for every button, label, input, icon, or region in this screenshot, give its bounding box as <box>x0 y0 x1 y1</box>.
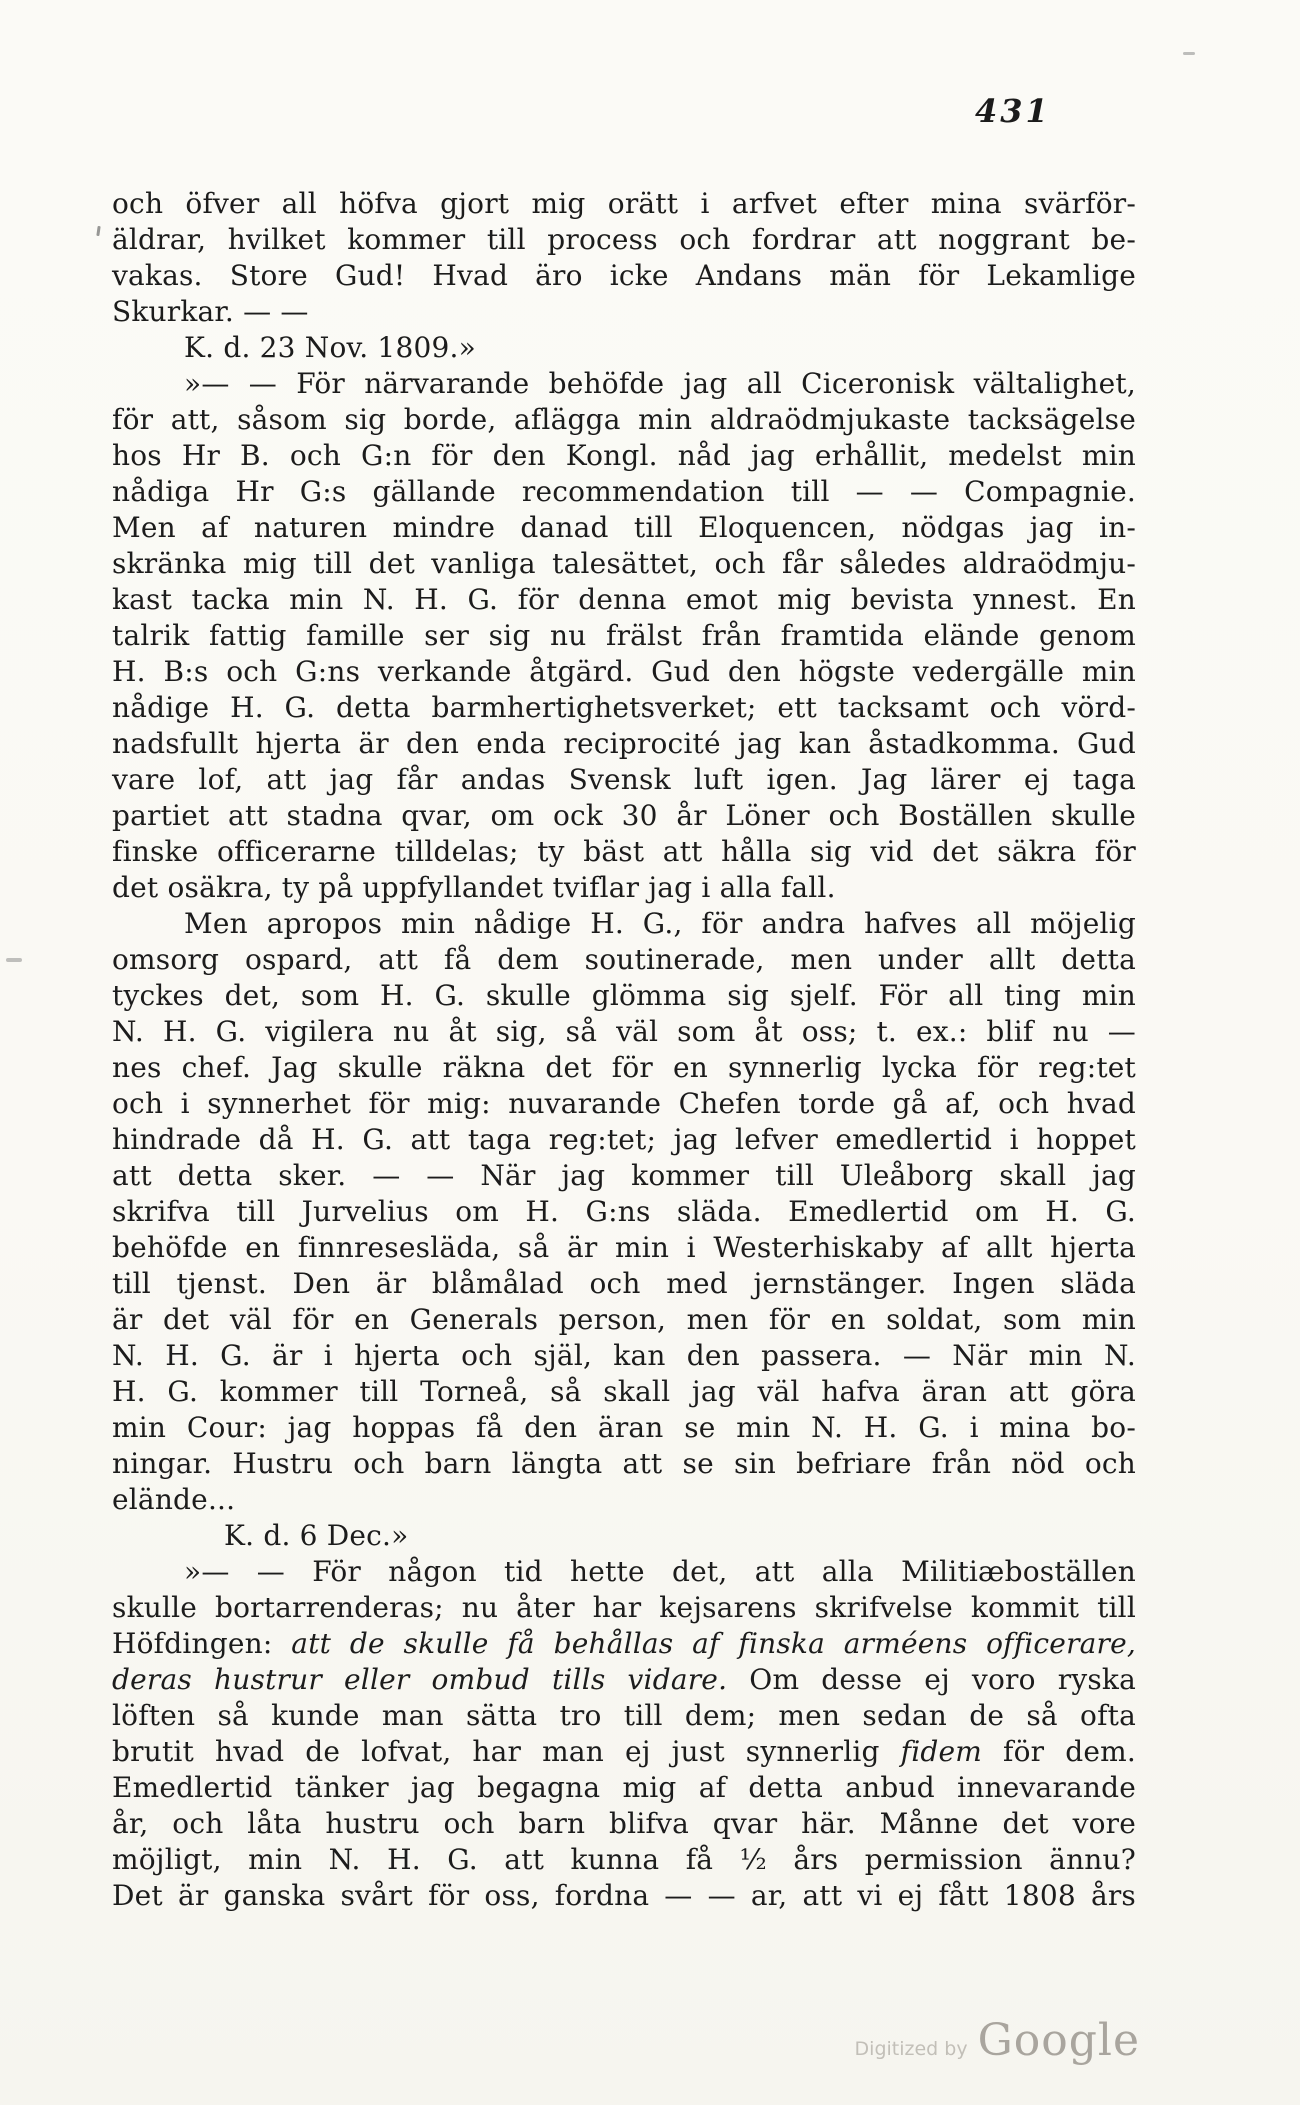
text-line: till tjenst. Den är blåmålad och med jernstänger. Ingen släda <box>112 1267 1136 1300</box>
text-line: skränka mig till det vanliga talesättet, och får således aldraödmju- <box>112 547 1136 580</box>
google-watermark <box>855 2015 1140 2066</box>
page-number: 431 <box>975 92 1051 130</box>
ink-speck <box>6 958 22 962</box>
text-line: deras hustrur eller ombud tills vidare. Om desse ej voro ryska <box>112 1663 1136 1696</box>
text-line: för att, såsom sig borde, aflägga min aldraödmjukaste tacksägelse <box>112 403 1136 436</box>
text-line: nes chef. Jag skulle räkna det för en synnerlig lycka för reg:tet <box>112 1051 1136 1084</box>
text-line: nådige H. G. detta barmhertighetsverket; ett tacksamt och vörd- <box>112 691 1136 724</box>
text-line: K. d. 6 Dec.» <box>224 1519 409 1552</box>
text-line: löften så kunde man sätta tro till dem; men sedan de så ofta <box>112 1699 1136 1732</box>
text-line: N. H. G. är i hjerta och själ, kan den passera. — När min N. <box>112 1339 1136 1372</box>
text-line: nådiga Hr G:s gällande recommendation till — — Compagnie. <box>112 475 1136 508</box>
text-line: min Cour: jag hoppas få den äran se min N. H. G. i mina bo- <box>112 1411 1136 1444</box>
ink-speck <box>1183 52 1195 55</box>
text-line: Höfdingen: att de skulle få behållas af finska arméens officerare, <box>112 1627 1136 1660</box>
text-line: N. H. G. vigilera nu åt sig, så väl som åt oss; t. ex.: blif nu — <box>112 1015 1136 1048</box>
text-line: tyckes det, som H. G. skulle glömma sig sjelf. För all ting min <box>112 979 1136 1012</box>
text-line: behöfde en finnresesläda, så är min i Westerhiskaby af allt hjerta <box>112 1231 1136 1264</box>
text-line: partiet att stadna qvar, om ock 30 år Löner och Boställen skulle <box>112 799 1136 832</box>
text-line: möjligt, min N. H. G. att kunna få ½ års permission ännu? <box>112 1843 1136 1876</box>
text-line: skrifva till Jurvelius om H. G:ns släda. Emedlertid om H. G. <box>112 1195 1136 1228</box>
text-line: talrik fattig famille ser sig nu frälst från framtida elände genom <box>112 619 1136 652</box>
text-line: och i synnerhet för mig: nuvarande Chefen torde gå af, och hvad <box>112 1087 1136 1120</box>
text-line: är det väl för en Generals person, men för en soldat, som min <box>112 1303 1136 1336</box>
text-line: brutit hvad de lofvat, har man ej just synnerlig fidem för dem. <box>112 1735 1137 1768</box>
text-line: H. G. kommer till Torneå, så skall jag väl hafva äran att göra <box>112 1375 1136 1408</box>
text-line: Skurkar. — — <box>112 295 309 328</box>
text-line: Det är ganska svårt för oss, fordna — — ar, att vi ej fått 1808 års <box>112 1879 1136 1912</box>
google-logo: Google <box>977 2015 1140 2066</box>
text-line: kast tacka min N. H. G. för denna emot mig bevista ynnest. En <box>112 583 1136 616</box>
text-line: hos Hr B. och G:n för den Kongl. nåd jag erhållit, medelst min <box>112 439 1136 472</box>
text-line: Men apropos min nådige H. G., för andra hafves all möjelig <box>184 907 1136 940</box>
text-block <box>112 186 1136 1914</box>
text-line: vare lof, att jag får andas Svensk luft igen. Jag lärer ej taga <box>112 763 1136 796</box>
text-line: nadsfullt hjerta är den enda reciprocité jag kan åstadkomma. Gud <box>112 727 1136 760</box>
text-line: Emedlertid tänker jag begagna mig af detta anbud innevarande <box>112 1771 1136 1804</box>
text-line: Men af naturen mindre danad till Eloquencen, nödgas jag in- <box>112 511 1136 544</box>
text-line: det osäkra, ty på uppfyllandet tviflar jag i alla fall. <box>112 871 836 904</box>
text-line: hindrade då H. G. att taga reg:tet; jag lefver emedlertid i hoppet <box>112 1123 1136 1156</box>
text-line: skulle bortarrenderas; nu åter har kejsarens skrifvelse kommit till <box>112 1591 1136 1624</box>
text-line: omsorg ospard, att få dem soutinerade, men under allt detta <box>112 943 1136 976</box>
text-line: ningar. Hustru och barn längta att se sin befriare från nöd och <box>112 1447 1136 1480</box>
text-line: K. d. 23 Nov. 1809.» <box>184 331 476 364</box>
ink-speck <box>96 226 100 236</box>
text-line: finske officerarne tilldelas; ty bäst att hålla sig vid det säkra för <box>112 835 1136 868</box>
text-line: »— — För någon tid hette det, att alla Militiæboställen <box>184 1555 1136 1588</box>
text-line: att detta sker. — — När jag kommer till Uleåborg skall jag <box>112 1159 1136 1192</box>
text-line: »— — För närvarande behöfde jag all Ciceronisk vältalighet, <box>184 367 1136 400</box>
text-line: och öfver all höfva gjort mig orätt i arfvet efter mina svärför- <box>112 187 1136 220</box>
digitized-by-label: Digitized by <box>854 2038 968 2060</box>
text-line: H. B:s och G:ns verkande åtgärd. Gud den högste vedergälle min <box>112 655 1136 688</box>
text-line: år, och låta hustru och barn blifva qvar här. Månne det vore <box>112 1807 1136 1840</box>
text-line: vakas. Store Gud! Hvad äro icke Andans män för Lekamlige <box>112 259 1136 292</box>
text-line: äldrar, hvilket kommer till process och fordrar att noggrant be- <box>112 223 1136 256</box>
text-line: elände... <box>112 1483 236 1516</box>
